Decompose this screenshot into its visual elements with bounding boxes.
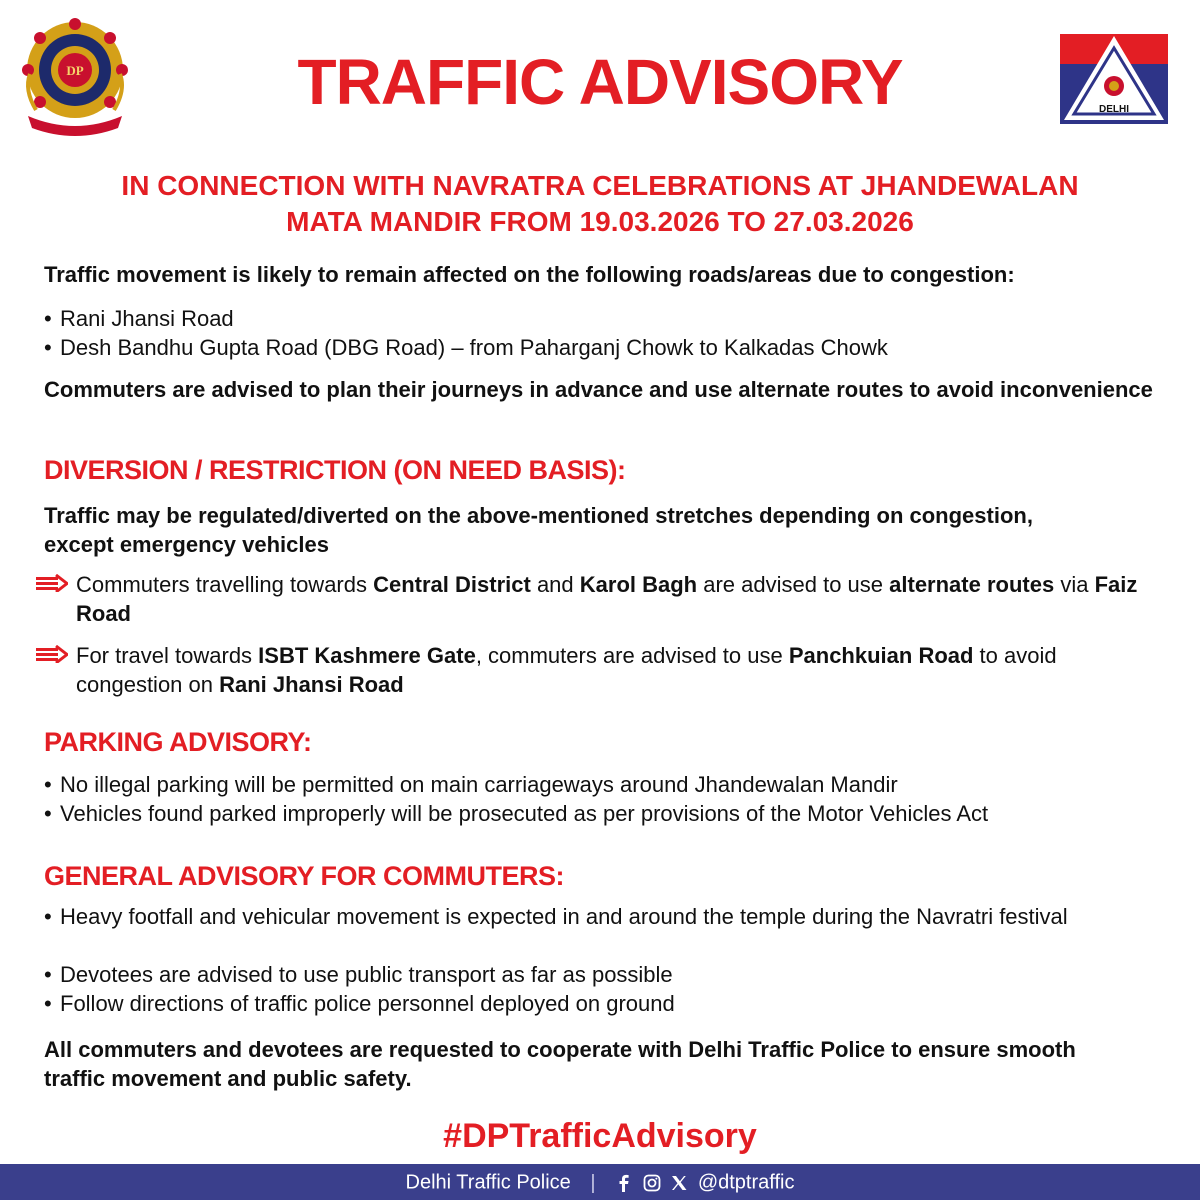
karol-bagh-label: Karol Bagh: [579, 572, 698, 597]
road-item-2: • Desh Bandhu Gupta Road (DBG Road) – from Paharganj Chowk to Kalkadas Chowk: [44, 333, 1190, 362]
svg-text:DELHI: DELHI: [1099, 104, 1129, 115]
faiz-road-label: Faiz Road: [76, 572, 1138, 626]
x-icon[interactable]: [670, 1174, 688, 1192]
subtitle-line-1: IN CONNECTION WITH NAVRATRA CELEBRATIONS AT JHANDEWALAN: [121, 170, 1079, 201]
general-item-3: • Follow directions of traffic police personnel deployed on ground: [44, 989, 1190, 1018]
advisory-subtitle: [60, 168, 1140, 240]
footer-bar: [0, 1164, 1200, 1200]
diversion-item-2: [36, 641, 1166, 699]
hashtag[interactable]: #DPTrafficAdvisory: [443, 1117, 757, 1155]
instagram-icon[interactable]: [643, 1174, 661, 1192]
isbt-kashmere-gate-label: ISBT Kashmere Gate: [258, 643, 476, 668]
parking-heading: PARKING ADVISORY:: [44, 727, 312, 757]
footer-divider: |: [590, 1171, 596, 1194]
diversion-item-2-text-c: , commuters are advised to use: [475, 643, 789, 668]
facebook-icon[interactable]: [615, 1174, 633, 1192]
diversion-item-2-text-a: For travel towards: [76, 643, 259, 668]
general-item-2: • Devotees are advised to use public transport as far as possible: [44, 960, 1190, 989]
diversion-item-1: [36, 570, 1166, 628]
central-district-label: Central District: [373, 572, 531, 597]
double-arrow-icon: [36, 574, 68, 592]
diversion-item-2-text-e: to avoid congestion on: [76, 643, 1057, 697]
intro-lead: Traffic movement is likely to remain affected on the following roads/areas due to congestion:: [44, 262, 1015, 287]
footer-org: Delhi Traffic Police: [405, 1171, 571, 1194]
delhi-police-emblem: [14, 12, 136, 140]
alternate-routes-label: alternate routes: [889, 572, 1055, 597]
parking-item-1: • No illegal parking will be permitted on main carriageways around Jhandewalan Mandir: [44, 770, 1190, 799]
diversion-heading: DIVERSION / RESTRICTION (ON NEED BASIS):: [44, 455, 626, 485]
double-arrow-icon: [36, 645, 68, 663]
svg-text:DP: DP: [66, 63, 84, 78]
general-heading: GENERAL ADVISORY FOR COMMUTERS:: [44, 861, 565, 891]
intro-advice: Commuters are advised to plan their journeys in advance and use alternate routes to avoid inconvenience: [44, 377, 1153, 402]
general-item-1: • Heavy footfall and vehicular movement is expected in and around the temple during the Navratri festival: [44, 902, 1120, 931]
footer-handle[interactable]: @dtptraffic: [697, 1171, 795, 1194]
panchkuian-road-label: Panchkuian Road: [788, 643, 974, 668]
diversion-item-1-text-c: and: [530, 572, 580, 597]
page-title: TRAFFIC ADVISORY: [297, 46, 903, 118]
diversion-item-1-text-g: via: [1054, 572, 1095, 597]
subtitle-line-2: MATA MANDIR FROM 19.03.2026 TO 27.03.2026: [286, 206, 914, 237]
diversion-item-1-text-e: are advised to use: [697, 572, 890, 597]
closing-statement: All commuters and devotees are requested to cooperate with Delhi Traffic Police to ensure smooth traffic movement and public safety.: [44, 1037, 1076, 1091]
diversion-item-1-text-a: Commuters travelling towards: [76, 572, 374, 597]
road-item-1: • Rani Jhansi Road: [44, 304, 1190, 333]
parking-item-2: • Vehicles found parked improperly will be prosecuted as per provisions of the Motor Vehicles Act: [44, 799, 1190, 828]
rani-jhansi-road-label: Rani Jhansi Road: [219, 672, 404, 697]
diversion-lead: Traffic may be regulated/diverted on the above-mentioned stretches depending on congestion, except emergency vehicles: [44, 503, 1033, 557]
traffic-police-delhi-emblem: [1060, 34, 1168, 124]
